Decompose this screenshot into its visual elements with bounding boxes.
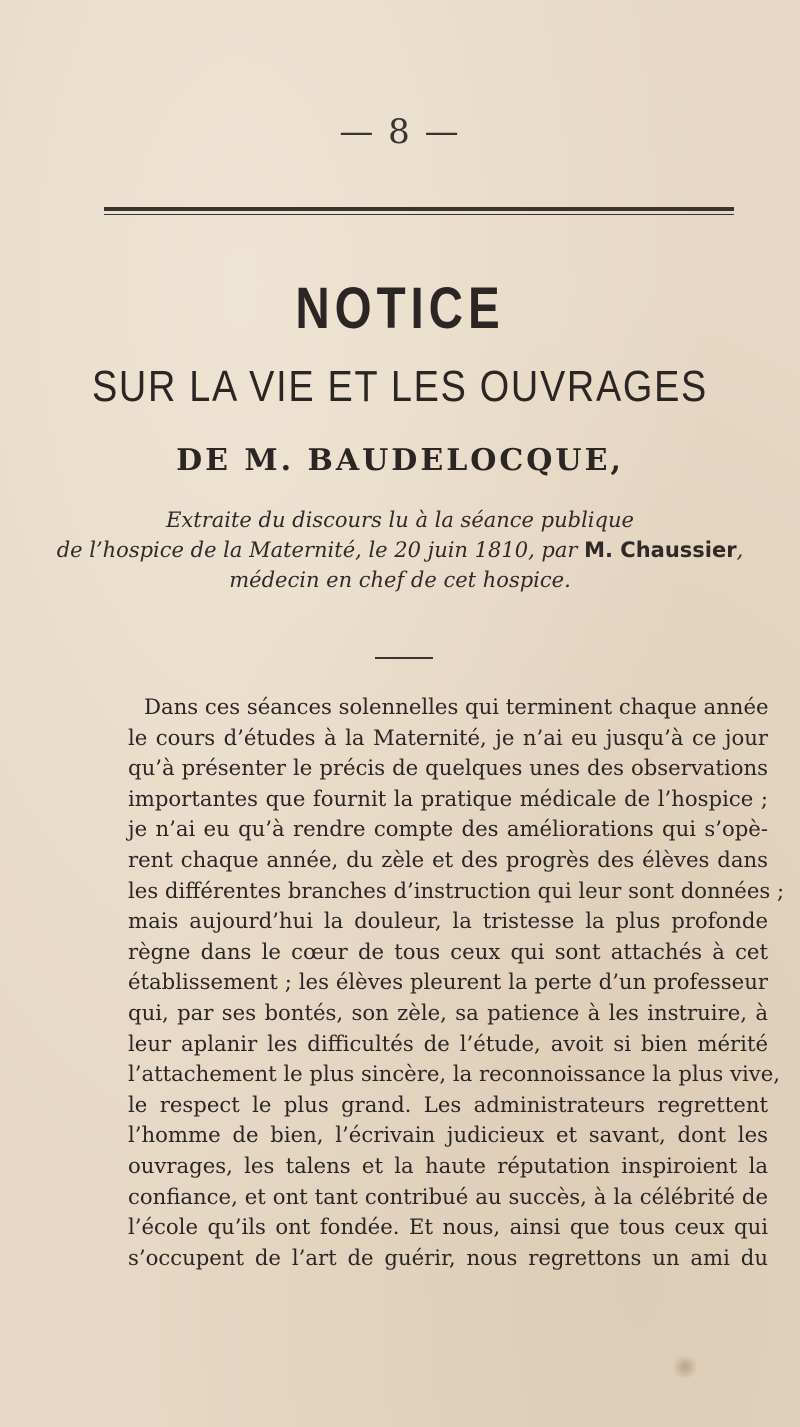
header-rule-thin: [104, 214, 734, 215]
notice-subtitle: SUR LA VIE ET LES OUVRAGES: [91, 362, 709, 411]
body-line: l’école qu’ils ont fondée. Et nous, ainsi que tous ceux qui: [128, 1214, 768, 1240]
page-number: — 8 —: [339, 112, 461, 152]
body-line: Dans ces séances solennelles qui terminent chaque année: [144, 694, 769, 719]
body-line: l’homme de bien, l’écrivain judicieux et savant, dont les: [128, 1122, 768, 1148]
author-name: M. Chaussier: [584, 538, 737, 562]
body-line: importantes que fournit la pratique médicale de l’hospice ;: [128, 785, 768, 811]
body-line: l’attachement le plus sincère, la reconnoissance la plus vive,: [128, 1061, 781, 1087]
section-divider: [375, 657, 433, 659]
header-rule-thick: [104, 207, 734, 211]
body-line: établissement ; les élèves pleurent la perte d’un professeur: [128, 969, 768, 995]
body-line: mais aujourd’hui la douleur, la tristesse la plus profonde: [128, 908, 768, 934]
body-line: règne dans le cœur de tous ceux qui sont attachés à cet: [128, 938, 768, 964]
extract-line-2-end: ,: [736, 538, 744, 562]
notice-title: NOTICE: [295, 276, 505, 341]
body-line: les différentes branches d’instruction qui leur sont données ;: [128, 877, 785, 903]
body-line: qui, par ses bontés, son zèle, sa patience à les instruire, à: [128, 999, 768, 1025]
body-line: le cours d’études à la Maternité, je n’ai eu jusqu’à ce jour: [128, 724, 768, 750]
body-line: le respect le plus grand. Les administrateurs regrettent: [128, 1091, 768, 1117]
body-line: je n’ai eu qu’à rendre compte des améliorations qui s’opè-: [128, 816, 768, 842]
extract-line-1: Extraite du discours lu à la séance publique: [166, 508, 634, 532]
notice-byline: DE M. BAUDELOCQUE,: [176, 443, 624, 478]
extract-line-2: [0, 535, 800, 565]
body-paragraph: [128, 692, 785, 1273]
extract-line-3: médecin en chef de cet hospice.: [229, 568, 571, 592]
body-line: leur aplanir les difficultés de l’étude, avoit si bien mérité: [128, 1030, 768, 1056]
extract-line-2-start: de l’hospice de la Maternité, le 20 juin 1810, par: [56, 538, 585, 562]
extract-note: [0, 505, 800, 595]
body-line: rent chaque année, du zèle et des progrès des élèves dans: [128, 846, 768, 872]
body-line: s’occupent de l’art de guérir, nous regrettons un ami du: [128, 1244, 768, 1270]
paper-stain: [672, 1355, 698, 1379]
body-line: qu’à présenter le précis de quelques unes des observations: [128, 755, 768, 781]
body-line: confiance, et ont tant contribué au succès, à la célébrité de: [128, 1183, 768, 1209]
body-line: ouvrages, les talens et la haute réputation inspiroient la: [128, 1152, 768, 1178]
